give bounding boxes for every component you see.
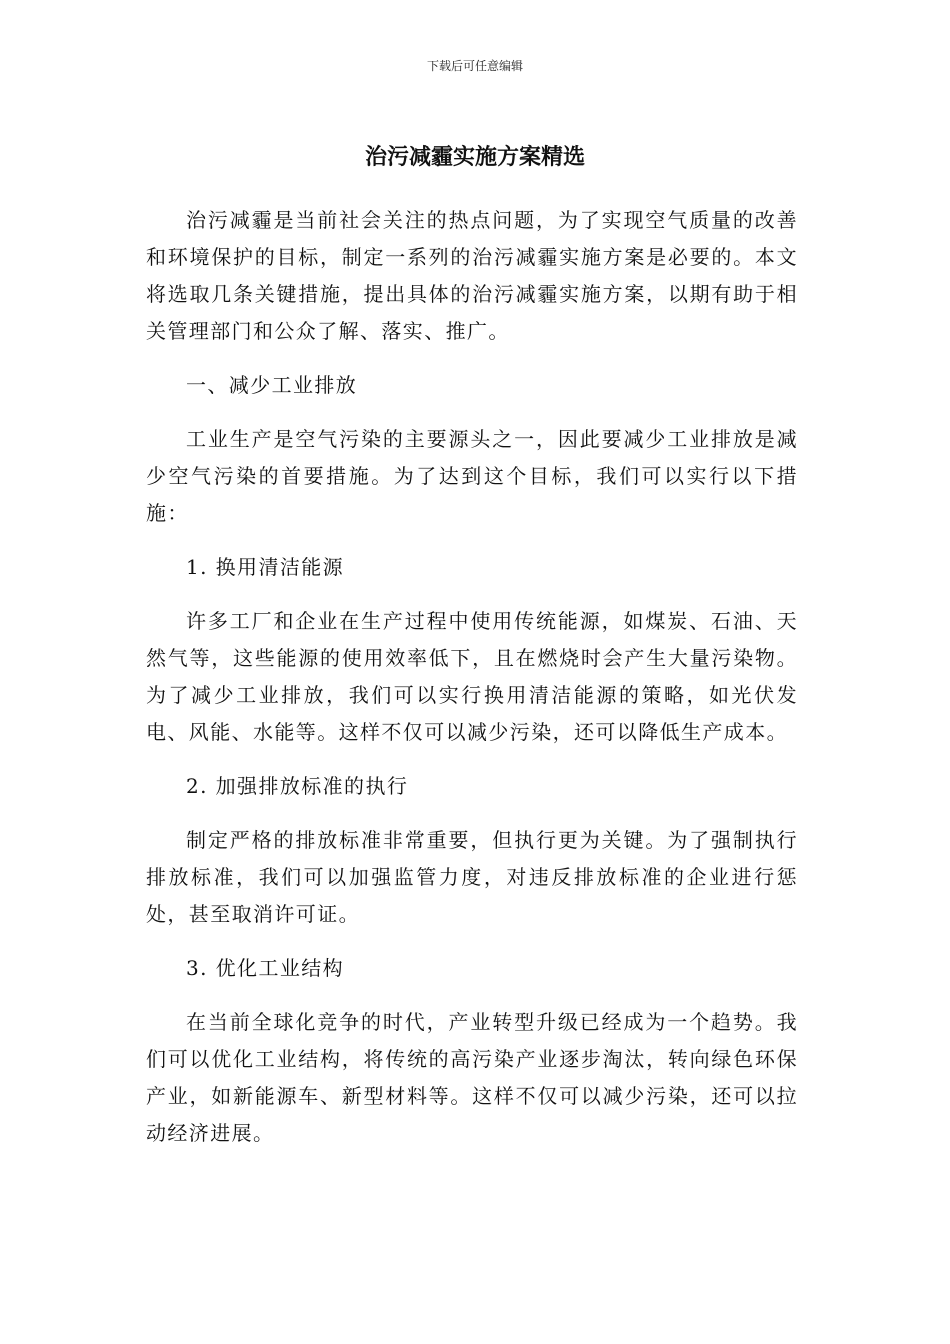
intro-paragraph: 治污减霾是当前社会关注的热点问题，为了实现空气质量的改善和环境保护的目标，制定一系列的治污减霾实施方案是必要的。本文将选取几条关键措施，提出具体的治污减霾实施方案，以期有助于相关管理部门和公众了解、落实、推广。 (146, 208, 798, 343)
subheading-clean-energy: 1. 换用清洁能源 (186, 555, 345, 579)
document-body (146, 202, 798, 1152)
emission-standards-paragraph: 制定严格的排放标准非常重要，但执行更为关键。为了强制执行排放标准，我们可以加强监管力度，对违反排放标准的企业进行惩处，甚至取消许可证。 (146, 828, 798, 926)
clean-energy-paragraph: 许多工厂和企业在生产过程中使用传统能源，如煤炭、石油、天然气等，这些能源的使用效率低下，且在燃烧时会产生大量污染物。为了减少工业排放，我们可以实行换用清洁能源的策略，如光伏发电、风能、水能等。这样不仅可以减少污染，还可以降低生产成本。 (146, 609, 798, 744)
subheading-industrial-structure: 3. 优化工业结构 (186, 956, 345, 980)
industrial-structure-paragraph: 在当前全球化竞争的时代，产业转型升级已经成为一个趋势。我们可以优化工业结构，将传统的高污染产业逐步淘汰，转向绿色环保产业，如新能源车、新型材料等。这样不仅可以减少污染，还可以拉动经济进展。 (146, 1010, 798, 1145)
header-note: 下载后可任意编辑 (426, 59, 523, 73)
section-paragraph: 工业生产是空气污染的主要源头之一，因此要减少工业排放是减少空气污染的首要措施。为了达到这个目标，我们可以实行以下措施： (146, 427, 798, 525)
subheading-emission-standards: 2. 加强排放标准的执行 (186, 774, 409, 798)
document-title: 治污减霾实施方案精选 (364, 145, 585, 170)
section-heading-reduce-industrial-emissions: 一、减少工业排放 (186, 373, 358, 397)
